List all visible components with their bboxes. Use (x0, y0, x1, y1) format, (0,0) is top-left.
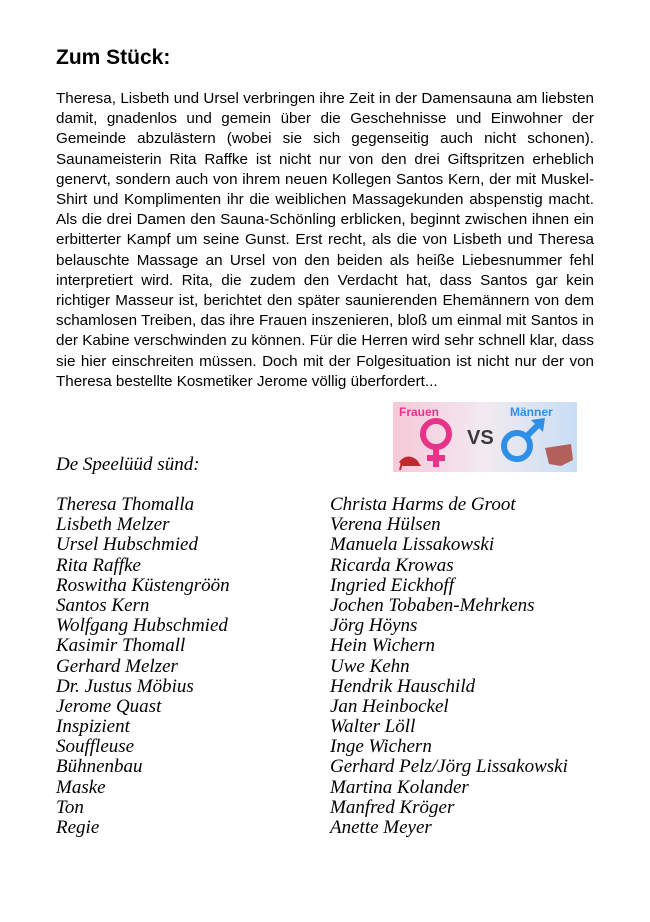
cast-role: Bühnenbau (56, 756, 143, 778)
cast-actor: Walter Löll (330, 716, 416, 738)
cast-actor: Jörg Höyns (330, 615, 418, 637)
cast-actor: Hein Wichern (330, 635, 436, 657)
cast-actor: Uwe Kehn (330, 655, 410, 677)
cast-row (56, 515, 616, 535)
cast-row (56, 737, 616, 757)
cast-actor: Hendrik Hauschild (330, 675, 476, 697)
cast-actor: Manfred Kröger (330, 796, 455, 818)
cast-actor: Anette Meyer (330, 817, 432, 838)
logo-left-word: Frauen (399, 405, 440, 419)
cast-role: Santos Kern (56, 594, 150, 616)
logo-right-word: Männer (510, 405, 553, 419)
cast-row (56, 697, 616, 717)
cast-role: Inspizient (56, 716, 130, 738)
cast-row (56, 616, 616, 636)
cast-row (56, 657, 616, 677)
cast-role: Ton (56, 796, 84, 818)
cast-role: Theresa Thomalla (56, 494, 195, 515)
cast-role: Jerome Quast (56, 695, 162, 717)
cast-row (56, 757, 616, 777)
logo-vs-text: VS (467, 427, 494, 449)
cast-row (56, 576, 616, 596)
cast-actor: Ricarda Krowas (330, 554, 454, 576)
cast-role: Maske (56, 776, 106, 798)
cast-actor: Jan Heinbockel (330, 695, 449, 717)
cast-actor: Ingried Eickhoff (330, 574, 454, 596)
cast-row (56, 778, 616, 798)
cast-actor: Martina Kolander (330, 776, 469, 798)
section-heading: Zum Stück: (56, 46, 171, 69)
cast-role: Kasimir Thomall (56, 635, 186, 657)
cast-row (56, 798, 616, 818)
logo-graphic (393, 402, 577, 472)
cast-actor: Verena Hülsen (330, 514, 441, 536)
cast-row (56, 818, 616, 838)
cast-heading: De Speelüüd sünd: (56, 454, 200, 475)
cast-row (56, 717, 616, 737)
cast-row (56, 535, 616, 555)
cast-actor: Inge Wichern (330, 736, 432, 758)
cast-row (56, 495, 616, 515)
cast-row (56, 556, 616, 576)
cast-row (56, 636, 616, 656)
cast-actor: Jochen Tobaben-Mehrkens (330, 594, 535, 616)
cast-role: Dr. Justus Möbius (56, 675, 194, 697)
cast-row (56, 677, 616, 697)
cast-role: Rita Raffke (56, 554, 141, 576)
frauen-vs-maenner-logo (393, 402, 577, 472)
cast-role: Wolfgang Hubschmied (56, 615, 228, 637)
cast-role: Souffleuse (56, 736, 135, 758)
cast-list (56, 495, 616, 838)
cast-actor: Manuela Lissakowski (330, 534, 495, 556)
cast-role: Regie (56, 817, 100, 838)
cast-row (56, 596, 616, 616)
cast-role: Gerhard Melzer (56, 655, 178, 677)
cast-actor: Gerhard Pelz/Jörg Lissakowski (330, 756, 568, 778)
cast-role: Roswitha Küstengröön (56, 574, 230, 596)
plot-summary: Theresa, Lisbeth und Ursel verbringen ihre Zeit in der Damensauna am liebsten damit, gnadenlos und gemein über die Geschehnisse und Einwohner der Gemeinde abzulästern (wobei sie sich gegenseitig auch nicht schonen). Saunameisterin Rita Raffke ist nicht nur von den drei Giftspritzen erheblich genervt, sondern auch von ihrem neuen Kollegen Santos Kern, der mit Muskel-Shirt und Komplimenten ihr die weiblichen Massagekunden abspenstig macht. Als die drei Damen den Sauna-Schönling erblicken, beginnt zwischen ihnen ein erbitterter Kampf um seine Gunst. Erst recht, als die von Lisbeth und Theresa belauschte Massage an Ursel von den beiden als heiße Liebesnummer fehl interpretiert wird. Rita, die zudem den Verdacht hat, dass Santos gar kein richtiger Masseur ist, berichtet den später saunierenden Ehemännern von dem schamlosen Treiben, das ihre Frauen inszenieren, bloß um einmal mit Santos in der Kabine verschwinden zu können. Für die Herren wird sehr schnell klar, dass sie hier einschreiten müssen. Doch mit der Folgesituation ist nicht nur der von Theresa bestellte Kosmetiker Jerome völlig überfordert... (56, 90, 594, 390)
cast-role: Lisbeth Melzer (56, 514, 170, 536)
cast-role: Ursel Hubschmied (56, 534, 198, 556)
cast-actor: Christa Harms de Groot (330, 494, 516, 515)
